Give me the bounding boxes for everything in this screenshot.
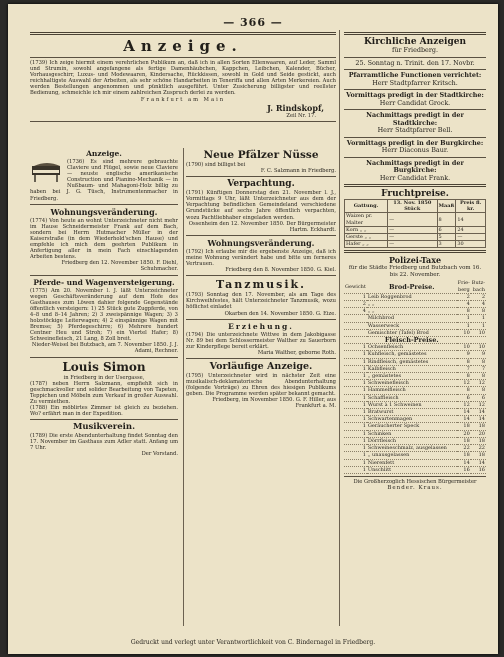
fleisch-cell: 12	[457, 401, 471, 408]
fleisch-cell: 18	[471, 423, 486, 430]
lead-ad-place: Frankfurt am Main	[140, 96, 226, 103]
vorm1-person: Herr Candidat Grock.	[379, 98, 451, 107]
louis-simon-subtitle: in Friedberg in der Usergasse,	[63, 374, 145, 381]
brod-cell: „ „	[367, 308, 457, 315]
brod-row	[344, 322, 486, 329]
fleisch-row	[344, 387, 486, 394]
column-rule	[339, 30, 340, 626]
erziehung-signature: Maria Walther, geborne Roth.	[257, 349, 336, 356]
fleisch-cell: Ochsenfleisch	[367, 344, 457, 351]
wohnung2-text: (1792) Ich erlaube mir die ergebenste Anzeige, daß ich meine Wohnung verändert habe und bitte um ferneres Vertrauen.	[186, 248, 336, 268]
brod-cell: 10	[457, 329, 471, 336]
lead-ad-text: (1739) Ich zeige hiermit einem verehrlichen Publikum an, daß ich in allen Sorten Ellenwaaren, auf Leder, Samml und Strumin, sowohl angefangene als fertige Damenhäubchen, Kappchen, Leibchen, Kalender, Bücher, Vorhausgeschirr, Luxus- und Modewaaren, Kindersache, Rückkissen, sowohl in Gold und Seide gestickt, auch reichhaltigste Auswahl der Arbeiten, als sehr schöne Handarbeiten in Teneriffa und allen Arten Merkereien. Auch werden Bestellungen angenommen und pünktlich ausgeführt. Unter Zusicherung billigster und reellster Bedienung, schmeichle ich mir einem zahlreichen Zuspruch derlei zu werden.	[30, 60, 336, 97]
frucht-row	[345, 213, 486, 226]
fleisch-cell: 16	[457, 466, 471, 473]
fleisch-cell: 14	[471, 459, 486, 466]
fleisch-cell: 1	[344, 380, 367, 387]
divider	[30, 357, 178, 358]
verpachtung-title: Verpachtung.	[227, 179, 295, 190]
brod-cell: Gemischter (Tafel) Brod	[367, 329, 457, 336]
frucht-header: 13. Nov. 1850 Stück	[388, 200, 437, 213]
divider	[186, 235, 336, 236]
brod-row	[344, 308, 486, 315]
wohnung-signature: Friedberg den 12. November 1850. F. Diehl, Schuhmacher.	[61, 260, 178, 273]
divider	[344, 250, 486, 253]
divider	[186, 319, 336, 320]
brod-cell: 2	[471, 293, 486, 300]
fleisch-cell: 8	[471, 373, 486, 380]
brod-cell: Wasserweck	[367, 322, 457, 329]
erziehung-title: Erziehung.	[228, 321, 294, 331]
fleisch-cell: 8	[457, 358, 471, 365]
brod-cell	[344, 322, 367, 329]
fleisch-cell: 18	[457, 452, 471, 459]
frucht-cell: 3	[437, 241, 456, 248]
nachm2-title: Nachmittags predigt in der Burgkirche:	[366, 158, 464, 174]
fleisch-row	[344, 394, 486, 401]
fleisch-cell: 16	[471, 466, 486, 473]
nachm1-person: Herr Stadtpfarrer Bell.	[377, 126, 453, 134]
brod-cell: 1	[344, 293, 367, 300]
frucht-cell: —	[456, 234, 486, 241]
divider	[30, 121, 336, 122]
musik-text: (1789) Die erste Abendunterhaltung findet Sonntag den 17. November im Gasthaus zum Adler statt. Anfang um 7 Uhr.	[30, 433, 178, 452]
fleisch-cell: 14	[471, 409, 486, 416]
fleisch-cell: 1	[344, 452, 367, 459]
brod-table	[344, 280, 486, 473]
fleisch-row	[344, 445, 486, 452]
fleisch-cell: 1	[344, 365, 367, 372]
divider	[30, 57, 336, 58]
fleisch-cell: 7	[457, 365, 471, 372]
brod-cell: 4	[471, 301, 486, 308]
brod-cell: 2	[457, 293, 471, 300]
fleisch-row	[344, 437, 486, 444]
anzeige-heading: Anzeige.	[123, 37, 243, 55]
frucht-cell: Gerste „ „	[345, 234, 388, 241]
pferde-signature: Nieder-Weisel bei Butzbach, am 7. November 1850. J. J. Adami, Rechner.	[31, 342, 178, 355]
divider	[186, 275, 336, 276]
musik-signature: Der Vorstand.	[141, 451, 178, 458]
divider	[344, 32, 486, 35]
divider	[344, 137, 486, 138]
pferde-text: (1775) Am 20. November l. J. läßt Unterzeichneter wegen Geschäftsveränderung auf dem Hofe des Gasthauses zum Löwen dahier folgende Gegenstände öffentlich versteigern: 1) 25 Stück gute Zugpferde, von 4–8 und 8–14 Jahren; 2) 3 zweispännige Wagen; 3) 3 holzstöckige Leiterwagen; 4) 2 einspännige Wagen mit Bremse; 5) Pferdegeschirre; 6) Mehrere hundert Centner Heu und Stroh; 7) ein Viertel Hafer; 8) Schweinefleisch, 21 Lang, 8 Zoll breit.	[30, 287, 178, 343]
nuss-text: (1790) sind billigst bei	[186, 162, 246, 168]
frucht-cell: 5	[437, 234, 456, 241]
nachm1-title: Nachmittags predigt in der Stadtkirche:	[366, 111, 464, 127]
frucht-cell: Waizen pr. Malter	[345, 213, 388, 226]
wohnung-text: (1774) Von heute an wohnt Unterzeichneter nicht mehr im Hause Schneidermeister Frank auf dem Bach, sondern bei Herrn Hutmacher Müller in der Kaiserstraße (in dem Wiederhold'schen Hause) und empfehle ich mich dem geehrten Publikum in Anfertigung aller in mein Fach einschlagenden Arbeiten bestens.	[30, 217, 178, 261]
fleisch-title: Fleisch-Preise.	[367, 337, 457, 344]
right-column	[344, 30, 486, 626]
fleisch-row	[344, 416, 486, 423]
lead-ad-street: Zeil Nr. 17.	[286, 112, 316, 119]
fleisch-cell: 1	[344, 466, 367, 473]
fleisch-cell: 9	[471, 351, 486, 358]
fleisch-row	[344, 430, 486, 437]
fleisch-row	[344, 409, 486, 416]
fleisch-cell: 9	[457, 351, 471, 358]
fleisch-row	[344, 459, 486, 466]
fleisch-cell: 1	[344, 351, 367, 358]
frucht-header: Maaß	[437, 200, 456, 213]
frucht-header: Gattung.	[345, 200, 388, 213]
tanzmusik-signature: Okarben den 14. November 1850. G. Eize.	[224, 310, 336, 317]
fleisch-row	[344, 466, 486, 473]
room-ad-text: (1788) Ein möblirtes Zimmer ist gleich zu beziehen. Wo? erfährt man in der Expedition.	[30, 405, 178, 418]
fleisch-cell: 12	[471, 380, 486, 387]
brod-cell	[344, 329, 367, 336]
vorm2-person: Herr Diaconus Baur.	[381, 146, 449, 154]
kirche-date: 25. Sonntag n. Trinit. den 17. Novbr.	[355, 58, 475, 67]
nuss-signature: F. C. Salzmann in Friedberg.	[260, 168, 336, 175]
fleisch-row	[344, 373, 486, 380]
brod-cell: 2	[344, 301, 367, 308]
frucht-cell: —	[388, 234, 437, 241]
divider	[344, 69, 486, 70]
divider	[30, 419, 178, 420]
fleisch-cell: 1	[344, 459, 367, 466]
fleisch-cell: 20	[471, 430, 486, 437]
brod-header: Gewicht	[344, 280, 367, 293]
frucht-cell: 14	[456, 213, 486, 226]
fleisch-cell: 8	[457, 373, 471, 380]
fleisch-cell: 1	[344, 445, 367, 452]
brod-cell	[344, 315, 367, 322]
wohnung-title: Wohnungsveränderung.	[50, 206, 158, 217]
fleisch-row	[344, 344, 486, 351]
fleisch-cell: Rindfleisch, gemästetes	[367, 358, 457, 365]
fleisch-cell: 8	[471, 358, 486, 365]
frucht-table	[344, 199, 486, 248]
fleisch-row	[344, 401, 486, 408]
frucht-cell: 8	[437, 213, 456, 226]
fleisch-cell: 18	[457, 437, 471, 444]
vorlaeufige-text: (1795) Unterzeichneter wird in nächster Zeit eine musikalisch-deklamatorische Abendunterhaltung (folgende Vorträge) zu Ehren des hiesigen Publikums geben. Die Programme werden später bekannt gemacht.	[186, 372, 336, 398]
brod-header: Frie-berg	[457, 280, 470, 293]
fleisch-cell: 1	[344, 423, 367, 430]
brod-cell: „ „	[367, 301, 457, 308]
fleisch-cell: Dörrfleisch	[367, 437, 457, 444]
fleisch-row	[344, 380, 486, 387]
brod-cell: 10	[471, 329, 486, 336]
amt-names: Bender. Kraus.	[387, 484, 443, 491]
brod-cell: 4	[457, 301, 471, 308]
fleisch-cell: 1	[344, 373, 367, 380]
fleisch-cell: „ unausgelassen	[367, 452, 457, 459]
amt-text: Die Großherzoglich Hessischen Bürgermeister	[353, 478, 477, 485]
brod-cell: 4	[344, 308, 367, 315]
fleisch-cell: 22	[471, 445, 486, 452]
fleisch-cell: Kuhfleisch, gemästetes	[367, 351, 457, 358]
fleisch-cell: 6	[457, 394, 471, 401]
frucht-title: Fruchtpreise.	[381, 189, 449, 199]
fleisch-cell: Wurst à 1 Schweinen	[367, 401, 457, 408]
fleisch-cell: 14	[457, 416, 471, 423]
kirche-title: Kirchliche Anzeigen	[363, 37, 467, 47]
louis-simon-name: Louis Simon	[62, 359, 146, 374]
tanzmusik-text: (1793) Sonntag den 17. November, als am Tage des Kirchweihfestes, hält Unterzeichneter Tanzmusik, wozu höflichst einladet	[186, 292, 336, 311]
fleisch-cell: 14	[457, 409, 471, 416]
verpachtung-signature: Ossenheim den 12. November 1850. Der Bürgermeister Hartm. Eckhardt.	[188, 220, 336, 233]
fleisch-cell: 12	[471, 401, 486, 408]
brod-title: Brod-Preise.	[367, 280, 457, 293]
frucht-row	[345, 226, 486, 233]
verpachtung-text: (1791) Künftigen Donnerstag den 21. November l. J., Vormittags 9 Uhr, läßt Unterzeichneter aus dem der Verpachtung befindlichen Gemeindeland verschiedene Grundstücke auf sechs Jahre öffentlich verpachten, wozu Pachtliebhaber eingeladen werden.	[186, 190, 336, 221]
brod-row	[344, 293, 486, 300]
fleisch-cell: 10	[457, 344, 471, 351]
pferde-title: Pferde- und Wagenversteigerung.	[33, 277, 175, 287]
erziehung-text: (1794) Die unterzeichnete Wittwe in dem Jakobigasse Nr. 89 bei dem Schlossermeister Walther zu Sauerborn zur Kinderpflege bereit erklärt.	[186, 331, 336, 350]
left-section	[30, 30, 336, 626]
divider	[30, 32, 336, 35]
fleisch-cell: 6	[471, 394, 486, 401]
frucht-cell: Hafer „ „	[345, 241, 388, 248]
frucht-cell: —	[388, 241, 437, 248]
divider	[344, 184, 486, 187]
brod-row	[344, 315, 486, 322]
pfarr-person: Herr Stadtpfarrer Kritsch.	[372, 78, 458, 87]
fleisch-cell: Bratwurst	[367, 409, 457, 416]
fleisch-cell: 1	[344, 430, 367, 437]
pfarr-title: Pfarramtliche Functionen verrichtet:	[348, 71, 482, 79]
fleisch-cell: 18	[457, 423, 471, 430]
brod-cell: 1	[471, 322, 486, 329]
divider	[344, 57, 486, 58]
fleisch-row	[344, 358, 486, 365]
fleisch-row	[344, 365, 486, 372]
frucht-row	[345, 234, 486, 241]
wohnung2-title: Wohnungsveränderung.	[207, 237, 315, 248]
brod-cell: 1	[457, 322, 471, 329]
fleisch-cell: 8	[471, 387, 486, 394]
brod-cell: 1	[471, 315, 486, 322]
nachm2-person: Herr Candidat Frank.	[379, 173, 451, 182]
vorlaeufige-signature: Friedberg, im November 1850. G. F. Hiller, aus Frankfurt a. M.	[212, 397, 336, 410]
divider	[344, 476, 486, 477]
brod-row	[344, 301, 486, 308]
divider	[186, 176, 336, 177]
fleisch-cell: 18	[471, 452, 486, 459]
fleisch-cell: Geräucherter Speck	[367, 423, 457, 430]
fleisch-cell: Schweinefleisch	[367, 380, 457, 387]
divider	[30, 275, 178, 276]
fleisch-cell: 1	[344, 416, 367, 423]
frucht-cell: —	[388, 213, 437, 226]
vorlaeufige-title: Vorläufige Anzeige.	[209, 360, 313, 372]
frucht-row	[345, 241, 486, 248]
fleisch-cell: 8	[457, 387, 471, 394]
fleisch-cell: „ gemästetes	[367, 373, 457, 380]
middle-subcolumn	[186, 148, 336, 410]
fleisch-cell: 12	[457, 380, 471, 387]
fleisch-cell: Schinken	[367, 430, 457, 437]
nuss-title: Neue Pfälzer Nüsse	[203, 149, 319, 161]
fleisch-cell: 22	[457, 445, 471, 452]
brod-cell: 1	[457, 315, 471, 322]
fleisch-cell: 14	[471, 416, 486, 423]
fleisch-cell: 1	[344, 358, 367, 365]
piano-ad-title: Anzeige.	[86, 149, 122, 158]
piano-ad-text: (1736) Es sind mehrere gebrauchte Claviere und Flügel, sowie neue Claviere — neuste englische amerikanische Construction und Pianino-Mechanik — in Nußbaum- und Mahagoni-Holz billig zu haben bei J. G. Tüsch, Instrumentenmacher in Friedberg.	[30, 159, 178, 202]
polizei-subtitle: für die Städte Friedberg und Butzbach vom 16. bis 22. November.	[348, 265, 482, 278]
frucht-cell: —	[388, 226, 437, 233]
louis-simon-text: (1787) neben Herrn Salzmann, empfiehlt sich in geschmackvoller und solider Bearbeitung von Tapeten, Teppichen und Möbeln zum Verkauf in großer Auswahl. Zu vermiethen.	[30, 380, 178, 405]
brod-cell: Milchbrod	[367, 315, 457, 322]
brod-cell: Leib Roggenbrod	[367, 293, 457, 300]
brod-cell: 8	[457, 308, 471, 315]
fleisch-cell: 1	[344, 394, 367, 401]
fleisch-cell: 1	[344, 387, 367, 394]
divider	[344, 109, 486, 110]
vorm1-title: Vormittags predigt in der Stadtkirche:	[346, 91, 484, 99]
fleisch-cell: 1	[344, 344, 367, 351]
fleisch-cell: Schaffleisch	[367, 394, 457, 401]
fleisch-cell: Hammelfleisch	[367, 387, 457, 394]
fleisch-cell: Schwartenmagen	[367, 416, 457, 423]
piano-illustration-icon	[30, 160, 64, 184]
page-number: — 366 —	[223, 16, 283, 29]
divider	[344, 89, 486, 90]
fleisch-cell: 1	[344, 401, 367, 408]
frucht-header: Preis fl. kr.	[456, 200, 486, 213]
frucht-cell: Korn „ „	[345, 226, 388, 233]
fleisch-cell: Schweineschmalz, ausgelassen	[367, 445, 457, 452]
fleisch-cell: Unschlitt	[367, 466, 457, 473]
wohnung2-signature: Friedberg den 8. November 1850. G. Kiel.	[225, 267, 336, 274]
fleisch-cell: 10	[471, 344, 486, 351]
newspaper-page	[8, 4, 498, 654]
fleisch-row	[344, 351, 486, 358]
divider	[30, 204, 178, 205]
musik-title: Musikverein.	[72, 422, 136, 433]
divider	[344, 157, 486, 158]
brod-cell: 8	[471, 308, 486, 315]
brod-header: Butz-bach	[471, 280, 485, 293]
fleisch-cell: Nierenfett	[367, 459, 457, 466]
vorm2-title: Vormittags predigt in der Burgkirche:	[346, 138, 484, 147]
fleisch-cell: 14	[457, 459, 471, 466]
fleisch-row	[344, 423, 486, 430]
fleisch-cell: 7	[471, 365, 486, 372]
fleisch-row	[344, 452, 486, 459]
lead-ad-signature: J. Rindskopf,	[267, 102, 324, 113]
polizei-title: Polizei-Taxe	[388, 255, 442, 266]
fleisch-cell: 1	[344, 409, 367, 416]
tanzmusik-title: Tanzmusik.	[216, 278, 306, 292]
frucht-cell: 30	[456, 241, 486, 248]
fleisch-cell: 1	[344, 437, 367, 444]
left-subcolumn	[30, 148, 178, 458]
fleisch-cell: 20	[457, 430, 471, 437]
divider	[186, 358, 336, 359]
frucht-cell: 24	[456, 226, 486, 233]
fleisch-cell: 18	[471, 437, 486, 444]
imprint-footer: Gedruckt und verlegt unter Verantwortlichkeit von C. Bindernagel in Friedberg.	[130, 639, 376, 646]
frucht-cell: 6	[437, 226, 456, 233]
kirche-subtitle: für Friedberg.	[391, 46, 439, 54]
fleisch-cell: Kalbfleisch	[367, 365, 457, 372]
